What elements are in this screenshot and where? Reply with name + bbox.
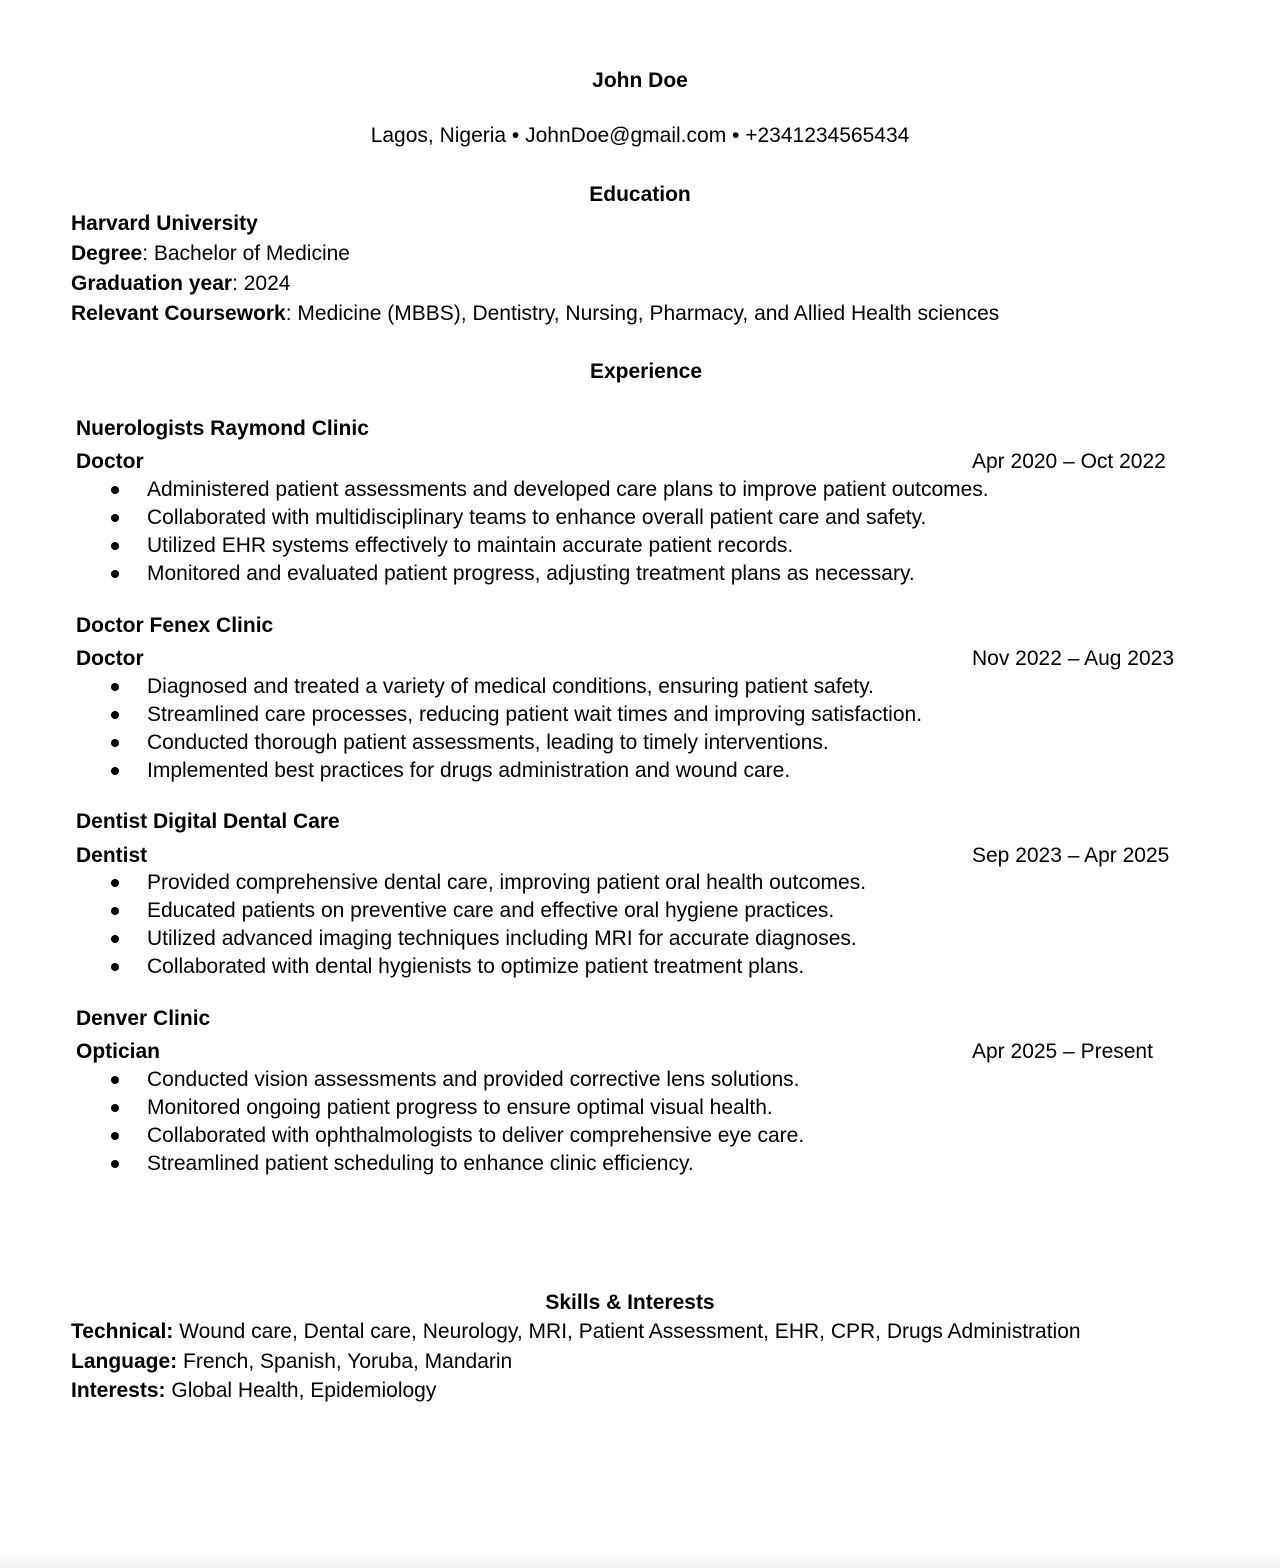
bullet-icon: [111, 683, 119, 691]
bullet-icon: [111, 1160, 119, 1168]
bullet-text: Utilized advanced imaging techniques including MRI for accurate diagnoses.: [147, 927, 857, 950]
job-company: Dentist Digital Dental Care: [76, 810, 340, 833]
bullet-text: Administered patient assessments and developed care plans to improve patient outcomes.: [147, 478, 989, 501]
bullet-icon: [111, 963, 119, 971]
bullet-icon: [111, 767, 119, 775]
coursework-line: [71, 300, 999, 328]
skills-heading: Skills & Interests: [545, 1291, 715, 1314]
job-bullets: [100, 673, 922, 785]
degree-line: [71, 240, 350, 268]
list-item: [100, 1150, 804, 1178]
bullet-text: Monitored ongoing patient progress to ensure optimal visual health.: [147, 1096, 773, 1119]
coursework-value: : Medicine (MBBS), Dentistry, Nursing, Pharmacy, and Allied Health sciences: [285, 302, 1000, 325]
job-title: Doctor: [76, 450, 144, 473]
job-dates: Nov 2022 – Aug 2023: [972, 647, 1175, 670]
list-item: [100, 673, 922, 701]
list-item: [100, 560, 989, 588]
bullet-icon: [111, 739, 119, 747]
degree-value: : Bachelor of Medicine: [142, 242, 350, 265]
technical-label: Technical:: [71, 1320, 174, 1343]
page-bottom-edge: [0, 1552, 1280, 1568]
list-item: [100, 869, 866, 897]
bullet-text: Diagnosed and treated a variety of medical conditions, ensuring patient safety.: [147, 675, 874, 698]
job-company: Denver Clinic: [76, 1007, 211, 1030]
language-label: Language:: [71, 1350, 178, 1373]
bullet-icon: [111, 711, 119, 719]
graduation-label: Graduation year: [71, 272, 233, 295]
interests-label: Interests:: [71, 1379, 166, 1402]
bullet-icon: [111, 935, 119, 943]
job-company: Nuerologists Raymond Clinic: [76, 417, 369, 440]
bullet-text: Collaborated with multidisciplinary teams to enhance overall patient care and safety.: [147, 506, 927, 529]
list-item: [100, 504, 989, 532]
degree-label: Degree: [71, 242, 143, 265]
bullet-icon: [111, 570, 119, 578]
job-dates: Apr 2020 – Oct 2022: [972, 450, 1166, 473]
technical-value: Wound care, Dental care, Neurology, MRI, Patient Assessment, EHR, CPR, Drugs Administration: [173, 1320, 1081, 1343]
job-dates: Sep 2023 – Apr 2025: [972, 844, 1170, 867]
list-item: [100, 532, 989, 560]
coursework-label: Relevant Coursework: [71, 302, 286, 325]
language-value: French, Spanish, Yoruba, Mandarin: [177, 1350, 513, 1373]
list-item: [100, 729, 922, 757]
contact-line: Lagos, Nigeria • JohnDoe@gmail.com • +2341234565434: [370, 124, 910, 147]
bullet-icon: [111, 514, 119, 522]
bullet-icon: [111, 1076, 119, 1084]
bullet-icon: [111, 907, 119, 915]
bullet-text: Collaborated with ophthalmologists to deliver comprehensive eye care.: [147, 1124, 805, 1147]
graduation-line: [71, 270, 290, 298]
job-bullets: [100, 869, 866, 981]
job-bullets: [100, 476, 989, 588]
bullet-icon: [111, 879, 119, 887]
school-name: Harvard University: [71, 212, 258, 235]
job-dates: Apr 2025 – Present: [972, 1040, 1153, 1063]
experience-heading: Experience: [589, 360, 703, 383]
bullet-icon: [111, 1104, 119, 1112]
bullet-text: Collaborated with dental hygienists to optimize patient treatment plans.: [147, 955, 805, 978]
bullet-text: Conducted thorough patient assessments, leading to timely interventions.: [147, 731, 829, 754]
bullet-icon: [111, 486, 119, 494]
list-item: [100, 1066, 804, 1094]
interests-value: Global Health, Epidemiology: [165, 1379, 437, 1402]
job-title: Doctor: [76, 647, 144, 670]
job-title: Optician: [76, 1040, 161, 1063]
education-heading: Education: [589, 183, 691, 206]
bullet-icon: [111, 542, 119, 550]
list-item: [100, 476, 989, 504]
bullet-text: Utilized EHR systems effectively to maintain accurate patient records.: [147, 534, 794, 557]
job-bullets: [100, 1066, 804, 1178]
interests-line: [71, 1377, 436, 1405]
technical-skills-line: [71, 1318, 1081, 1346]
bullet-text: Educated patients on preventive care and effective oral hygiene practices.: [147, 899, 835, 922]
bullet-text: Conducted vision assessments and provided corrective lens solutions.: [147, 1068, 800, 1091]
list-item: [100, 953, 866, 981]
job-title: Dentist: [76, 844, 148, 867]
graduation-value: : 2024: [232, 272, 291, 295]
resume-name: John Doe: [592, 69, 688, 92]
job-company: Doctor Fenex Clinic: [76, 614, 274, 637]
language-line: [71, 1348, 512, 1376]
list-item: [100, 925, 866, 953]
bullet-icon: [111, 1132, 119, 1140]
bullet-text: Streamlined patient scheduling to enhance clinic efficiency.: [147, 1152, 694, 1175]
list-item: [100, 1122, 804, 1150]
bullet-text: Monitored and evaluated patient progress, adjusting treatment plans as necessary.: [147, 562, 915, 585]
bullet-text: Streamlined care processes, reducing patient wait times and improving satisfaction.: [147, 703, 923, 726]
list-item: [100, 701, 922, 729]
list-item: [100, 757, 922, 785]
list-item: [100, 1094, 804, 1122]
list-item: [100, 897, 866, 925]
bullet-text: Provided comprehensive dental care, improving patient oral health outcomes.: [147, 871, 867, 894]
bullet-text: Implemented best practices for drugs administration and wound care.: [147, 759, 791, 782]
